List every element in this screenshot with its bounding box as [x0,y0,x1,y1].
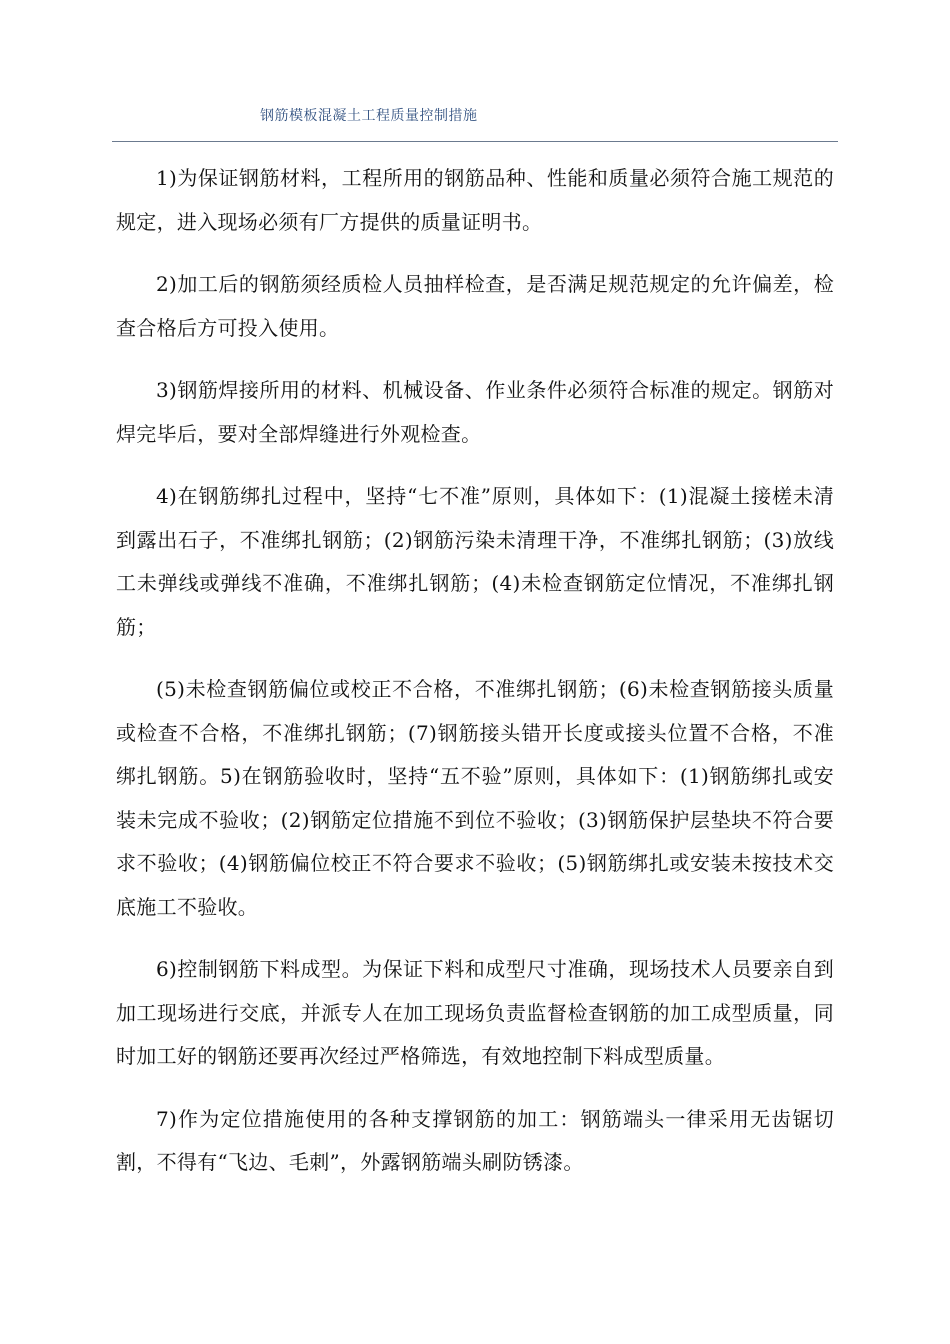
header-divider [112,141,838,142]
paragraph-6: 6)控制钢筋下料成型。为保证下料和成型尺寸准确，现场技术人员要亲自到加工现场进行交底，并派专人在加工现场负责监督检查钢筋的加工成型质量，同时加工好的钢筋还要再次经过严格筛选，有效地控制下料成型质量。 [116,957,834,1068]
paragraph-3: 3)钢筋焊接所用的材料、机械设备、作业条件必须符合标准的规定。钢筋对焊完毕后，要对全部焊缝进行外观检查。 [116,378,834,446]
paragraph-2: 2)加工后的钢筋须经质检人员抽样检查，是否满足规范规定的允许偏差，检查合格后方可投入使用。 [116,272,834,340]
paragraph-5: (5)未检查钢筋偏位或校正不合格，不准绑扎钢筋；(6)未检查钢筋接头质量或检查不合格，不准绑扎钢筋；(7)钢筋接头错开长度或接头位置不合格，不准绑扎钢筋。5)在钢筋验收时，坚持“五不验”原则，具体如下：(1)钢筋绑扎或安装未完成不验收；(2)钢筋定位措施不到位不验收；(3)钢筋保护层垫块不符合要求不验收；(4)钢筋偏位校正不符合要求不验收；(5)钢筋绑扎或安装未按技术交底施工不验收。 [116,677,834,919]
document-body [116,157,834,1204]
document-header-title: 钢筋模板混凝土工程质量控制措施 [260,108,478,124]
paragraph-1: 1)为保证钢筋材料，工程所用的钢筋品种、性能和质量必须符合施工规范的规定，进入现场必须有厂方提供的质量证明书。 [116,166,834,234]
paragraph-4: 4)在钢筋绑扎过程中，坚持“七不准”原则，具体如下：(1)混凝土接槎未清到露出石子，不准绑扎钢筋；(2)钢筋污染未清理干净，不准绑扎钢筋；(3)放线工未弹线或弹线不准确，不准绑扎钢筋；(4)未检查钢筋定位情况，不准绑扎钢筋； [116,484,834,639]
paragraph-7: 7)作为定位措施使用的各种支撑钢筋的加工：钢筋端头一律采用无齿锯切割，不得有“飞边、毛刺”，外露钢筋端头刷防锈漆。 [116,1106,834,1174]
